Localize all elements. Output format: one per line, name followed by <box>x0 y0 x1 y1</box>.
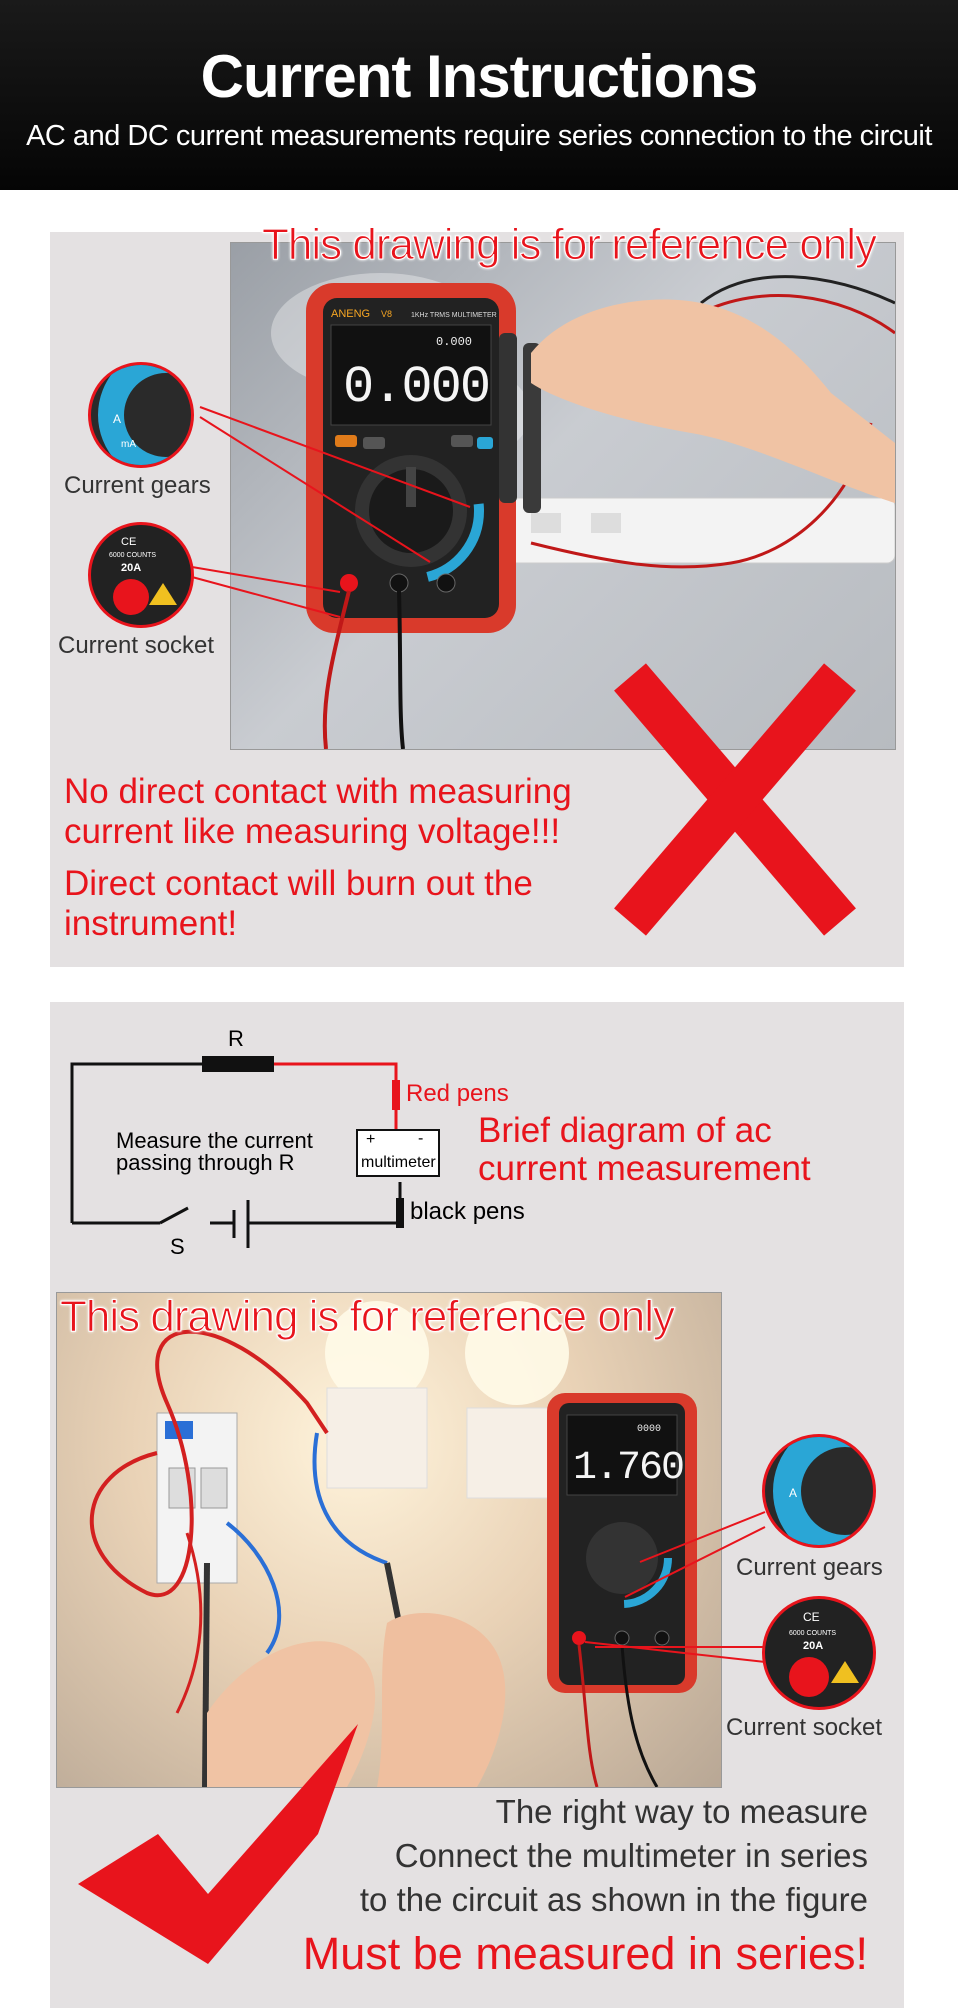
reference-note-top: This drawing is for reference only <box>262 220 877 269</box>
svg-text:CE: CE <box>121 536 137 548</box>
meter-box-label: multimeter <box>361 1154 436 1171</box>
gear-dial-icon <box>91 365 191 465</box>
current-gears-label: Current gears <box>64 472 211 499</box>
current-gears-callout <box>88 362 194 468</box>
current-gears-label-2: Current gears <box>736 1554 883 1581</box>
header-banner <box>0 0 958 190</box>
right-way-line-2: Connect the multimeter in series <box>394 1837 868 1874</box>
current-socket-label: Current socket <box>58 632 215 659</box>
red-pens-label: Red pens <box>406 1080 509 1107</box>
meter-model: V8 <box>381 309 393 319</box>
current-gears-callout-2 <box>762 1434 876 1548</box>
must-series-text: Must be measured in series! <box>302 1928 868 1979</box>
lcd-small-value: 0.000 <box>436 335 473 349</box>
lcd-main-value-2: 1.760 <box>573 1446 684 1491</box>
meter-brand: ANENG <box>331 308 371 320</box>
svg-text:A: A <box>789 1486 798 1500</box>
correct-method-panel <box>50 1002 904 2008</box>
page-subtitle: AC and DC current measurements require series connection to the circuit <box>26 120 932 152</box>
svg-text:CE: CE <box>803 1610 820 1624</box>
page-title: Current Instructions <box>200 43 758 110</box>
measure-text-line-2: passing through R <box>116 1150 295 1175</box>
svg-text:20A: 20A <box>803 1640 824 1652</box>
svg-text:A: A <box>113 412 122 426</box>
brief-diagram-line-1: Brief diagram of ac <box>478 1111 772 1150</box>
gear-dial-icon-2 <box>765 1437 873 1545</box>
socket-jack-icon-2 <box>765 1599 873 1707</box>
current-socket-callout-2 <box>762 1596 876 1710</box>
measure-text-line-1: Measure the current <box>116 1128 313 1153</box>
black-pens-label: black pens <box>410 1198 525 1225</box>
meter-minus: - <box>418 1130 424 1147</box>
right-way-line-1: The right way to measure <box>495 1793 868 1830</box>
lcd-small-value-2: 0000 <box>637 1424 662 1435</box>
brief-diagram-line-2: current measurement <box>478 1149 811 1188</box>
socket-jack-icon <box>91 525 191 625</box>
wrong-method-panel <box>50 220 904 967</box>
reference-note-bottom: This drawing is for reference only <box>60 1292 675 1341</box>
meter-plus: + <box>366 1131 376 1148</box>
switch-label: S <box>170 1234 185 1259</box>
svg-text:20A: 20A <box>121 562 142 574</box>
meter-desc: 1KHz TRMS MULTIMETER <box>411 312 497 319</box>
wrong-x-icon <box>610 657 860 937</box>
right-way-text <box>360 1790 868 1922</box>
current-socket-label-2: Current socket <box>726 1714 883 1741</box>
warning-text-2: Direct contact will burn out the instrument! <box>64 864 533 943</box>
svg-text:mA: mA <box>121 439 136 450</box>
svg-text:6000 COUNTS: 6000 COUNTS <box>789 1630 837 1637</box>
svg-text:6000 COUNTS: 6000 COUNTS <box>109 552 157 559</box>
lcd-main-value: 0.000 <box>343 358 490 417</box>
resistor-label: R <box>228 1026 244 1051</box>
warning-text-1: No direct contact with measuring current like measuring voltage!!! <box>64 772 572 851</box>
current-socket-callout <box>88 522 194 628</box>
right-way-line-3: to the circuit as shown in the figure <box>359 1881 868 1918</box>
